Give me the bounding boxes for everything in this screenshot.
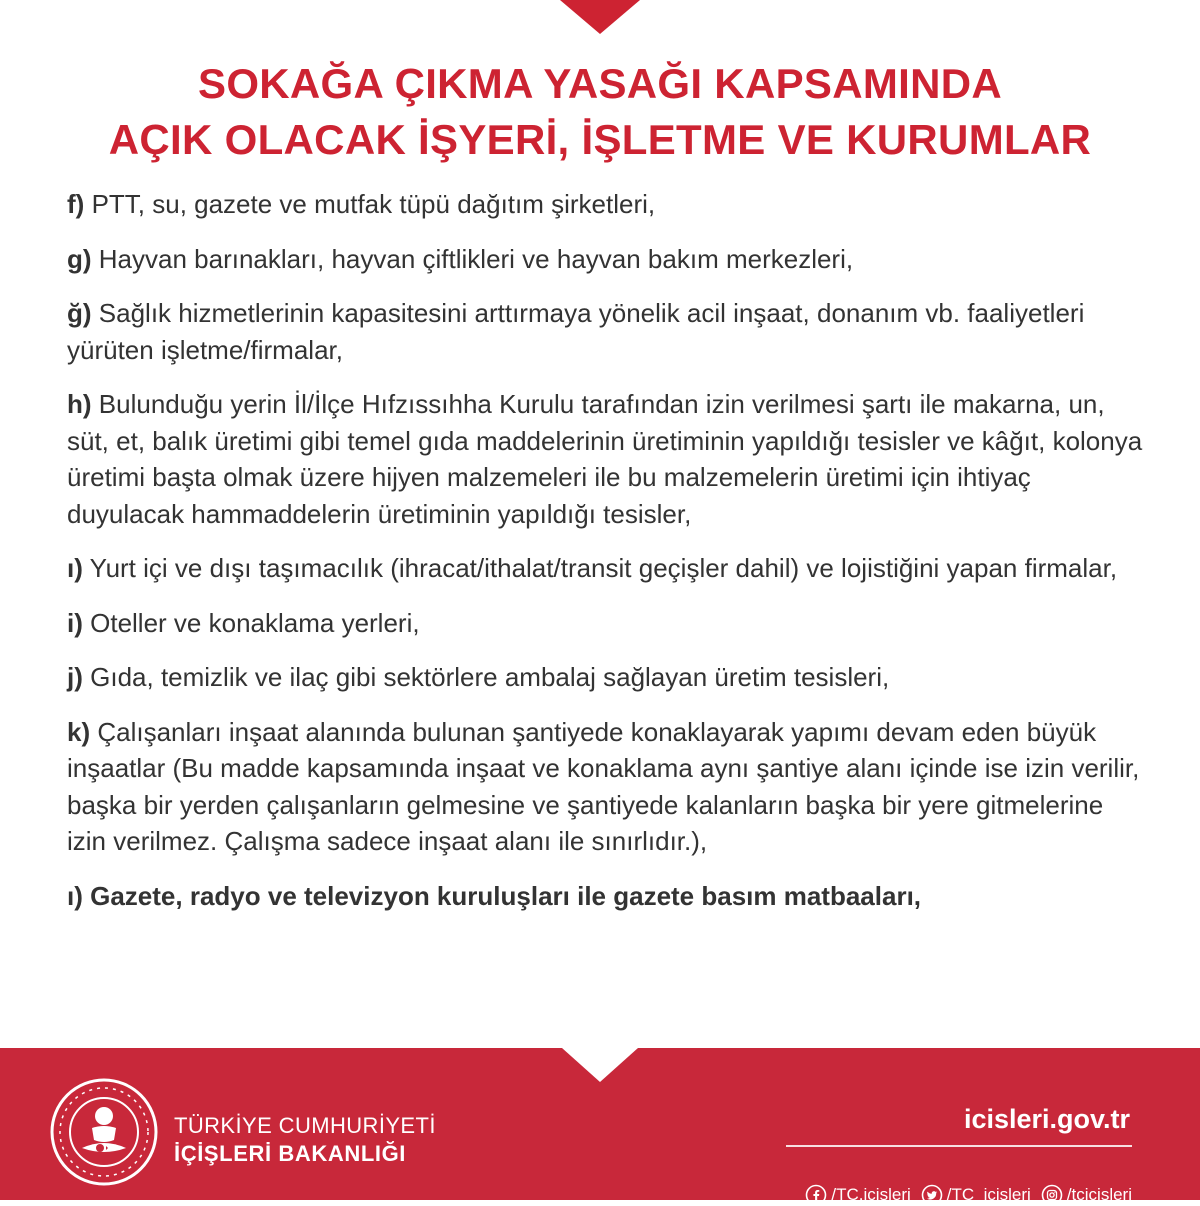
website-link[interactable]: icisleri.gov.tr <box>963 1104 1130 1134</box>
item-key: k) <box>67 716 91 747</box>
item-text: Hayvan barınakları, hayvan çiftlikleri ve hayvan bakım merkezleri, <box>98 243 854 274</box>
social-links <box>805 1184 1132 1206</box>
footer-triangle-notch <box>562 1048 638 1082</box>
list-item <box>67 714 1147 860</box>
item-text: Yurt içi ve dışı taşımacılık (ihracat/ithalat/transit geçişler dahil) ve lojistiğini yapan firmalar, <box>89 553 1118 583</box>
list-item <box>67 659 1147 696</box>
ministry-name <box>174 1112 436 1168</box>
list-item <box>67 386 1147 532</box>
page-title <box>0 56 1200 168</box>
footer-divider <box>786 1145 1132 1147</box>
item-text: Gıda, temizlik ve ilaç gibi sektörlere ambalaj sağlayan üretim tesisleri, <box>90 662 890 692</box>
item-key: ı) <box>67 880 83 911</box>
item-key: ı) <box>67 553 83 583</box>
list-item <box>67 550 1147 587</box>
facebook-link[interactable] <box>805 1184 910 1206</box>
title-line-2: AÇIK OLACAK İŞYERİ, İŞLETME VE KURUMLAR <box>108 116 1092 163</box>
ministry-line-1: TÜRKİYE CUMHURİYETİ <box>174 1113 436 1138</box>
item-text: Bulunduğu yerin İl/İlçe Hıfzıssıhha Kurulu tarafından izin verilmesi şartı ile makarna, un, süt, et, balık üretimi gibi temel gıda maddelerinin üretiminin yapıldığı tesisler ve kâğıt, kolonya üretimi başta olmak üzere hijyen malzemeleri ile bu malzemelerin üretimi için ihtiyaç duyulacak hammaddelerin üretiminin yapıldığı tesisler, <box>67 389 1143 529</box>
twitter-link[interactable] <box>921 1184 1031 1206</box>
item-key: j) <box>67 662 83 692</box>
footer-bar <box>0 1048 1200 1204</box>
twitter-icon <box>921 1184 943 1206</box>
item-key: f) <box>67 189 85 219</box>
item-text: Çalışanları inşaat alanında bulunan şantiyede konaklayarak yapımı devam eden büyük inşaatlar (Bu madde kapsamında inşaat ve konaklama aynı şantiye alanı içinde ise izin verilir, başka bir yerden çalışanların gelmesine ve şantiyede kalanların başka bir yere gitmelerine izin verilmez. Çalışma sadece inşaat alanı ile sınırlıdır.), <box>67 716 1140 856</box>
item-text: PTT, su, gazete ve mutfak tüpü dağıtım şirketleri, <box>91 189 656 219</box>
instagram-handle: /tcicisleri <box>1066 1185 1132 1204</box>
item-key: ğ) <box>67 298 92 328</box>
instagram-link[interactable] <box>1041 1184 1132 1206</box>
top-triangle-notch <box>560 0 640 34</box>
item-key: h) <box>67 389 92 419</box>
list-item <box>67 605 1147 642</box>
list-item <box>67 241 1147 278</box>
item-text: Gazete, radyo ve televizyon kuruluşları ile gazete basım matbaaları, <box>90 880 922 911</box>
list-item <box>67 878 1147 915</box>
facebook-icon <box>805 1184 827 1206</box>
list-item <box>67 186 1147 223</box>
ministry-emblem-icon <box>48 1076 160 1188</box>
list-item <box>67 295 1147 368</box>
item-list <box>67 186 1147 932</box>
instagram-icon <box>1041 1184 1063 1206</box>
item-key: g) <box>67 243 92 274</box>
ministry-line-2: İÇİŞLERİ BAKANLIĞI <box>174 1141 407 1166</box>
facebook-handle: /TC.icisleri <box>831 1185 911 1204</box>
item-key: i) <box>67 607 83 638</box>
item-text: Oteller ve konaklama yerleri, <box>90 607 420 638</box>
twitter-handle: /TC_icisleri <box>946 1185 1031 1204</box>
item-text: Sağlık hizmetlerinin kapasitesini arttırmaya yönelik acil inşaat, donanım vb. faaliyetleri yürüten işletme/firmalar, <box>67 298 1085 365</box>
title-line-1: SOKAĞA ÇIKMA YASAĞI KAPSAMINDA <box>198 60 1002 107</box>
